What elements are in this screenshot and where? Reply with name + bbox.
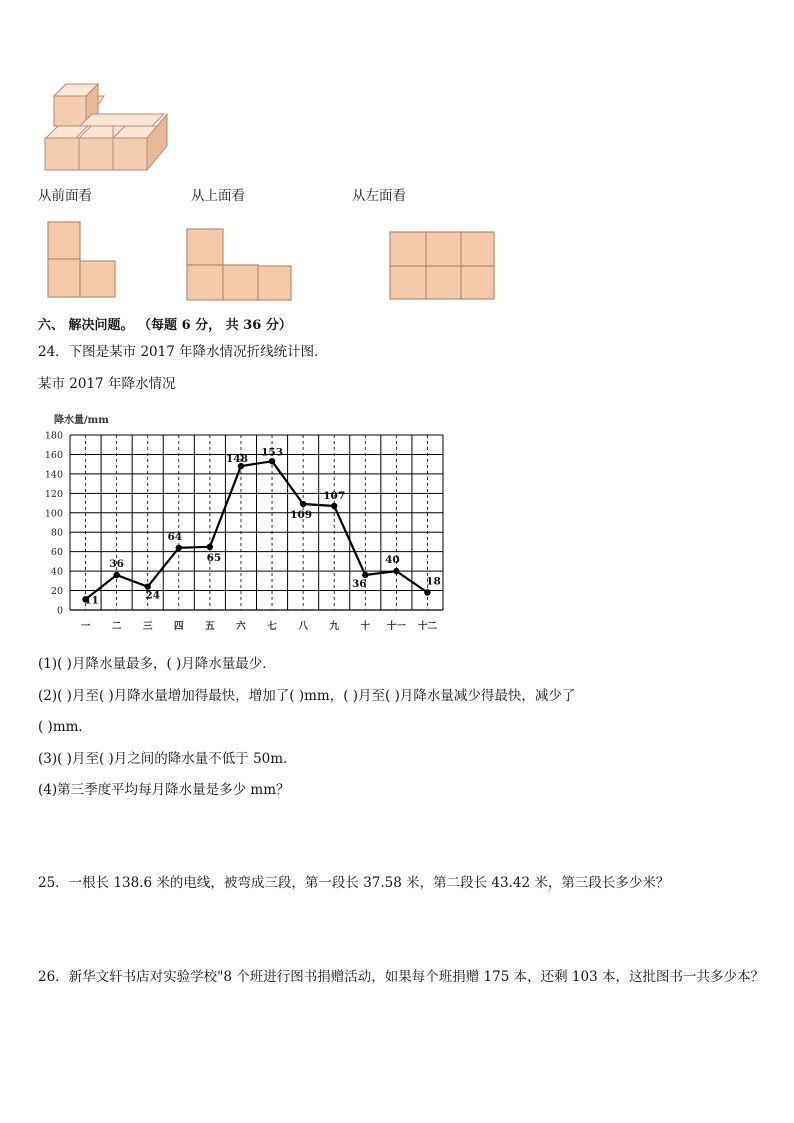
data-point (300, 501, 306, 507)
x-tick-label: 五 (205, 621, 215, 632)
left-view-label: 从左面看 (352, 188, 406, 204)
data-point (331, 503, 337, 509)
q24-sub3: (3)( )月至( )月之间的降水量不低于 50m． (38, 751, 297, 767)
data-label: 11 (84, 594, 99, 607)
data-label: 109 (290, 509, 313, 522)
data-point (176, 545, 182, 551)
x-tick-label: 二 (111, 621, 122, 632)
front-view-figure (47, 220, 119, 300)
y-tick-label: 60 (50, 547, 63, 559)
data-label: 40 (385, 554, 400, 567)
precipitation-line-chart (30, 405, 460, 635)
data-label: 148 (225, 453, 248, 466)
front-view-label: 从前面看 (38, 188, 92, 204)
y-tick-label: 140 (44, 469, 63, 481)
chart-grid (70, 435, 443, 610)
data-label: 153 (261, 446, 284, 459)
y-tick-label: 100 (44, 508, 63, 520)
x-tick-labels (81, 620, 438, 632)
q26-text: 26．新华文轩书店对实验学校"8 个班进行图书捐赠活动，如果每个班捐赠 175 本，还剩 103 本，这批图书一共多少本？ (38, 969, 764, 985)
section-six-heading: 六、 解决问题。 （每题 6 分， 共 36 分） (38, 318, 292, 333)
top-view-figure (186, 228, 294, 302)
y-axis-label: 降水量/mm (54, 415, 109, 426)
data-label: 36 (351, 578, 367, 590)
q24-sub2a: (2)( )月至( )月降水量增加得最快，增加了( )mm，( )月至( )月降水量减少得最快，减少了 (38, 688, 576, 704)
x-tick-label: 十二 (417, 621, 437, 632)
y-tick-label: 0 (56, 605, 63, 617)
top-view-label: 从上面看 (191, 188, 245, 204)
x-tick-label: 十一 (386, 621, 406, 632)
x-tick-label: 四 (174, 621, 184, 632)
data-label: 107 (323, 489, 346, 502)
x-tick-label: 六 (236, 621, 246, 632)
y-tick-label: 20 (50, 586, 63, 598)
x-tick-label: 七 (267, 621, 277, 632)
data-label: 36 (109, 558, 124, 570)
data-point (207, 544, 213, 550)
q24-sub4: (4)第三季度平均每月降水量是多少 mm？ (38, 782, 290, 798)
y-tick-label: 180 (44, 430, 63, 442)
y-tick-labels (45, 431, 63, 617)
cube-stack-figure (40, 80, 175, 175)
q24-sub1: (1)( )月降水量最多，( )月降水量最少． (38, 656, 276, 672)
y-tick-label: 40 (50, 566, 63, 578)
x-tick-label: 三 (142, 621, 153, 632)
x-tick-label: 十 (360, 621, 371, 632)
y-tick-label: 80 (50, 527, 63, 539)
data-point (424, 589, 430, 595)
q25-text: 25．一根长 138.6 米的电线，被弯成三段，第一段长 37.58 米，第二段长 43.42 米，第三段长多少米？ (38, 875, 670, 891)
q24-sub2b: ( )mm． (38, 719, 92, 735)
chart-caption: 某市 2017 年降水情况 (38, 376, 176, 392)
data-point (269, 458, 275, 464)
x-tick-label: 九 (329, 621, 339, 632)
data-label: 64 (167, 530, 183, 543)
data-point (393, 568, 399, 574)
y-tick-label: 120 (44, 488, 63, 500)
data-label: 18 (426, 575, 441, 588)
x-tick-label: 八 (298, 621, 308, 632)
y-tick-label: 160 (44, 449, 63, 461)
left-view-figure (389, 231, 497, 301)
data-point (113, 572, 119, 578)
data-label: 24 (145, 589, 161, 602)
data-label: 65 (206, 551, 222, 564)
q24-intro: 24．下图是某市 2017 年降水情况折线统计图． (38, 344, 328, 360)
x-tick-label: 一 (80, 621, 91, 632)
